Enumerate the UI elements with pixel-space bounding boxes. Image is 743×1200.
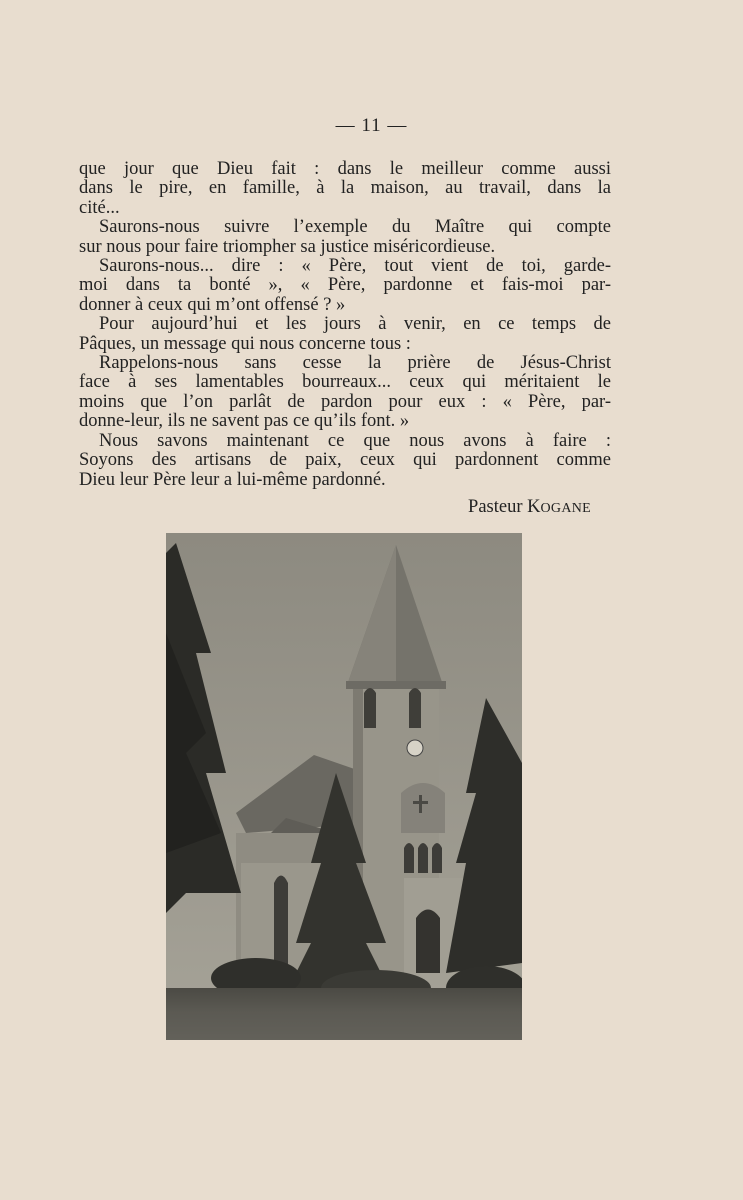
text-line: moi dans ta bonté », « Père, pardonne et fais-moi par- <box>79 275 611 296</box>
text-line: Soyons des artisans de paix, ceux qui pardonnent comme <box>79 450 611 471</box>
text-line: Nous savons maintenant ce que nous avons à faire : <box>99 430 611 451</box>
church-photograph <box>166 533 522 1040</box>
text-line: donner à ceux qui m’ont offensé ? » <box>79 294 346 315</box>
text-line: Pour aujourd’hui et les jours à venir, en ce temps de <box>99 314 611 335</box>
signature <box>0 497 591 518</box>
signature-prefix: Pasteur <box>468 497 528 517</box>
page-number: — 11 — <box>335 115 408 136</box>
text-line: face à ses lamentables bourreaux... ceux qui méritaient le <box>79 372 611 393</box>
text-line: que jour que Dieu fait : dans le meilleur comme aussi <box>79 159 611 179</box>
text-line: dans le pire, en famille, à la maison, au travail, dans la <box>79 178 611 199</box>
text-line: cité... <box>79 197 120 218</box>
signature-initial: K <box>527 497 541 517</box>
signature-rest: OGANE <box>540 501 591 516</box>
text-line: Dieu leur Père leur a lui-même pardonné. <box>79 469 386 490</box>
text-line: moins que l’on parlât de pardon pour eux : « Père, par- <box>79 391 611 412</box>
text-line: Saurons-nous suivre l’exemple du Maître qui compte <box>99 217 611 238</box>
text-line: Saurons-nous... dire : « Père, tout vient de toi, garde- <box>99 256 611 277</box>
text-line: donne-leur, ils ne savent pas ce qu’ils font. » <box>79 411 410 432</box>
text-line: sur nous pour faire triompher sa justice miséricordieuse. <box>79 236 496 257</box>
text-line: Rappelons-nous sans cesse la prière de Jésus-Christ <box>99 353 611 374</box>
body-text <box>79 160 611 490</box>
text-line: Pâques, un message qui nous concerne tous : <box>79 333 411 354</box>
